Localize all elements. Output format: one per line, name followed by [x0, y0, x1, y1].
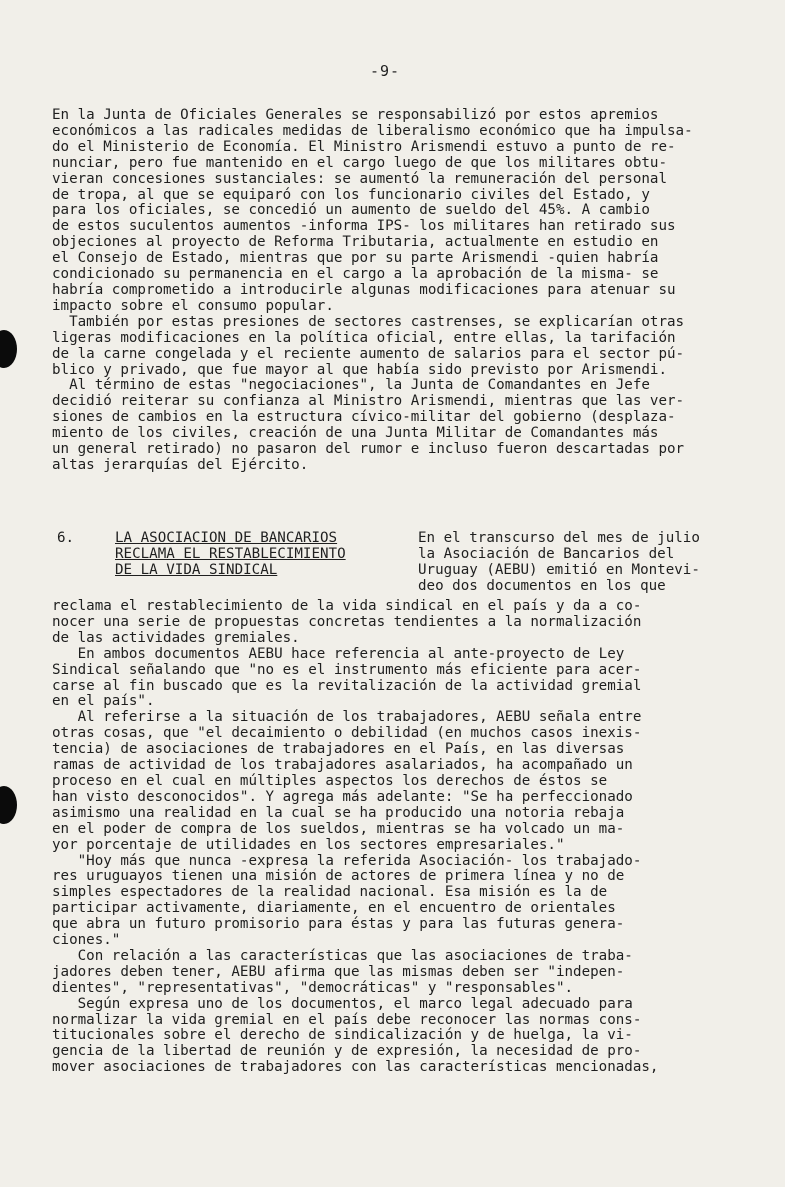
- text-line: asimismo una realidad en la cual se ha producido una notoria rebaja: [52, 804, 625, 821]
- text-line: Al término de estas "negociaciones", la Junta de Comandantes en Jefe: [52, 377, 650, 394]
- text-line: jadores deben tener, AEBU afirma que las mismas deben ser "indepen-: [52, 963, 625, 980]
- text-line: Según expresa uno de los documentos, el marco legal adecuado para: [52, 995, 633, 1012]
- text-line: siones de cambios en la estructura cívico-militar del gobierno (desplaza-: [52, 409, 676, 426]
- text-line: la Asociación de Bancarios del: [418, 545, 675, 562]
- text-line: Uruguay (AEBU) emitió en Montevi-: [418, 561, 700, 578]
- text-line: blico y privado, que fue mayor al que había sido previsto por Arismendi.: [52, 361, 667, 378]
- text-line: gencia de la libertad de reunión y de expresión, la necesidad de pro-: [52, 1043, 642, 1060]
- text-line: carse al fin buscado que es la revitalización de la actividad gremial: [52, 677, 642, 694]
- text-line: Sindical señalando que "no es el instrumento más eficiente para acer-: [52, 661, 642, 678]
- body-text-block-1: [52, 108, 693, 474]
- text-line: Al referirse a la situación de los trabajadores, AEBU señala entre: [52, 709, 642, 726]
- text-line: el Consejo de Estado, mientras que por su parte Arismendi -quien habría: [52, 250, 659, 267]
- text-line: vieran concesiones sustanciales: se aumentó la remuneración del personal: [52, 170, 667, 187]
- text-line: miento de los civiles, creación de una Junta Militar de Comandantes más: [52, 425, 659, 442]
- text-line: LA ASOCIACION DE BANCARIOS: [115, 530, 338, 546]
- text-line: "Hoy más que nunca -expresa la referida Asociación- los trabajado-: [52, 852, 642, 869]
- punch-hole: [0, 330, 17, 368]
- text-line: en el poder de compra de los sueldos, mientras se ha volcado un ma-: [52, 820, 625, 837]
- text-line: reclama el restablecimiento de la vida sindical en el país y da a co-: [52, 598, 642, 614]
- text-line: de estos suculentos aumentos -informa IPS- los militares han retirado sus: [52, 218, 676, 235]
- text-line: dientes", "representativas", "democráticas" y "responsables".: [52, 979, 574, 996]
- text-line: en el país".: [52, 693, 155, 710]
- text-line: decidió reiterar su confianza al Ministro Arismendi, mientras que las ver-: [52, 393, 685, 410]
- section-intro: [418, 531, 700, 595]
- text-line: do el Ministerio de Economía. El Ministro Arismendi estuvo a punto de re-: [52, 138, 676, 155]
- text-line: de las actividades gremiales.: [52, 629, 300, 646]
- text-line: tencia) de asociaciones de trabajadores en el País, en las diversas: [52, 741, 625, 758]
- text-line: En la Junta de Oficiales Generales se responsabilizó por estos apremios: [52, 107, 659, 123]
- text-line: participar activamente, diariamente, en el encuentro de orientales: [52, 900, 616, 917]
- text-line: económicos a las radicales medidas de liberalismo económico que ha impulsa-: [52, 122, 693, 139]
- text-line: para los oficiales, se concedió un aumento de sueldo del 45%. A cambio: [52, 202, 650, 219]
- text-line: DE LA VIDA SINDICAL: [115, 561, 278, 578]
- text-line: habría comprometido a introducirle algunas modificaciones para atenuar su: [52, 281, 676, 298]
- text-line: objeciones al proyecto de Reforma Tributaria, actualmente en estudio en: [52, 234, 659, 251]
- text-line: han visto desconocidos". Y agrega más adelante: "Se ha perfeccionado: [52, 788, 633, 805]
- text-line: yor porcentaje de utilidades en los sectores empresariales.": [52, 836, 565, 853]
- page-number: -9-: [370, 62, 401, 80]
- punch-hole: [0, 786, 17, 824]
- text-line: mover asociaciones de trabajadores con las características mencionadas,: [52, 1059, 659, 1076]
- body-text-block-2: [52, 599, 658, 1076]
- text-line: de tropa, al que se equiparó con los funcionario civiles del Estado, y: [52, 186, 650, 203]
- text-line: res uruguayos tienen una misión de actores de primera línea y no de: [52, 868, 625, 885]
- text-line: nunciar, pero fue mantenido en el cargo luego de que los militares obtu-: [52, 154, 667, 171]
- text-line: ciones.": [52, 932, 121, 949]
- text-line: titucionales sobre el derecho de sindicalización y de huelga, la vi-: [52, 1027, 633, 1044]
- text-line: En ambos documentos AEBU hace referencia al ante-proyecto de Ley: [52, 645, 625, 662]
- text-line: altas jerarquías del Ejército.: [52, 456, 309, 473]
- text-line: También por estas presiones de sectores castrenses, se explicarían otras: [52, 313, 685, 330]
- text-line: un general retirado) no pasaron del rumor e incluso fueron descartadas por: [52, 441, 685, 458]
- text-line: de la carne congelada y el reciente aumento de salarios para el sector pú-: [52, 345, 685, 362]
- text-line: deo dos documentos en los que: [418, 577, 666, 594]
- text-line: Con relación a las características que las asociaciones de traba-: [52, 947, 633, 964]
- text-line: normalizar la vida gremial en el país debe reconocer las normas cons-: [52, 1011, 642, 1028]
- section-number: 6.: [57, 530, 75, 546]
- text-line: otras cosas, que "el decaimiento o debilidad (en muchos casos inexis-: [52, 725, 642, 742]
- text-line: impacto sobre el consumo popular.: [52, 297, 334, 314]
- text-line: En el transcurso del mes de julio: [418, 530, 700, 546]
- text-line: que abra un futuro promisorio para éstas y para las futuras genera-: [52, 916, 625, 933]
- text-line: condicionado su permanencia en el cargo a la aprobación de la misma- se: [52, 266, 659, 283]
- text-line: ligeras modificaciones en la política oficial, entre ellas, la tarifación: [52, 329, 676, 346]
- text-line: ramas de actividad de los trabajadores asalariados, ha acompañado un: [52, 757, 633, 774]
- text-line: nocer una serie de propuestas concretas tendientes a la normalización: [52, 613, 642, 630]
- text-line: proceso en el cual en múltiples aspectos los derechos de éstos se: [52, 772, 608, 789]
- text-line: RECLAMA EL RESTABLECIMIENTO: [115, 545, 346, 562]
- section-heading: [115, 531, 346, 579]
- text-line: simples espectadores de la realidad nacional. Esa misión es la de: [52, 884, 608, 901]
